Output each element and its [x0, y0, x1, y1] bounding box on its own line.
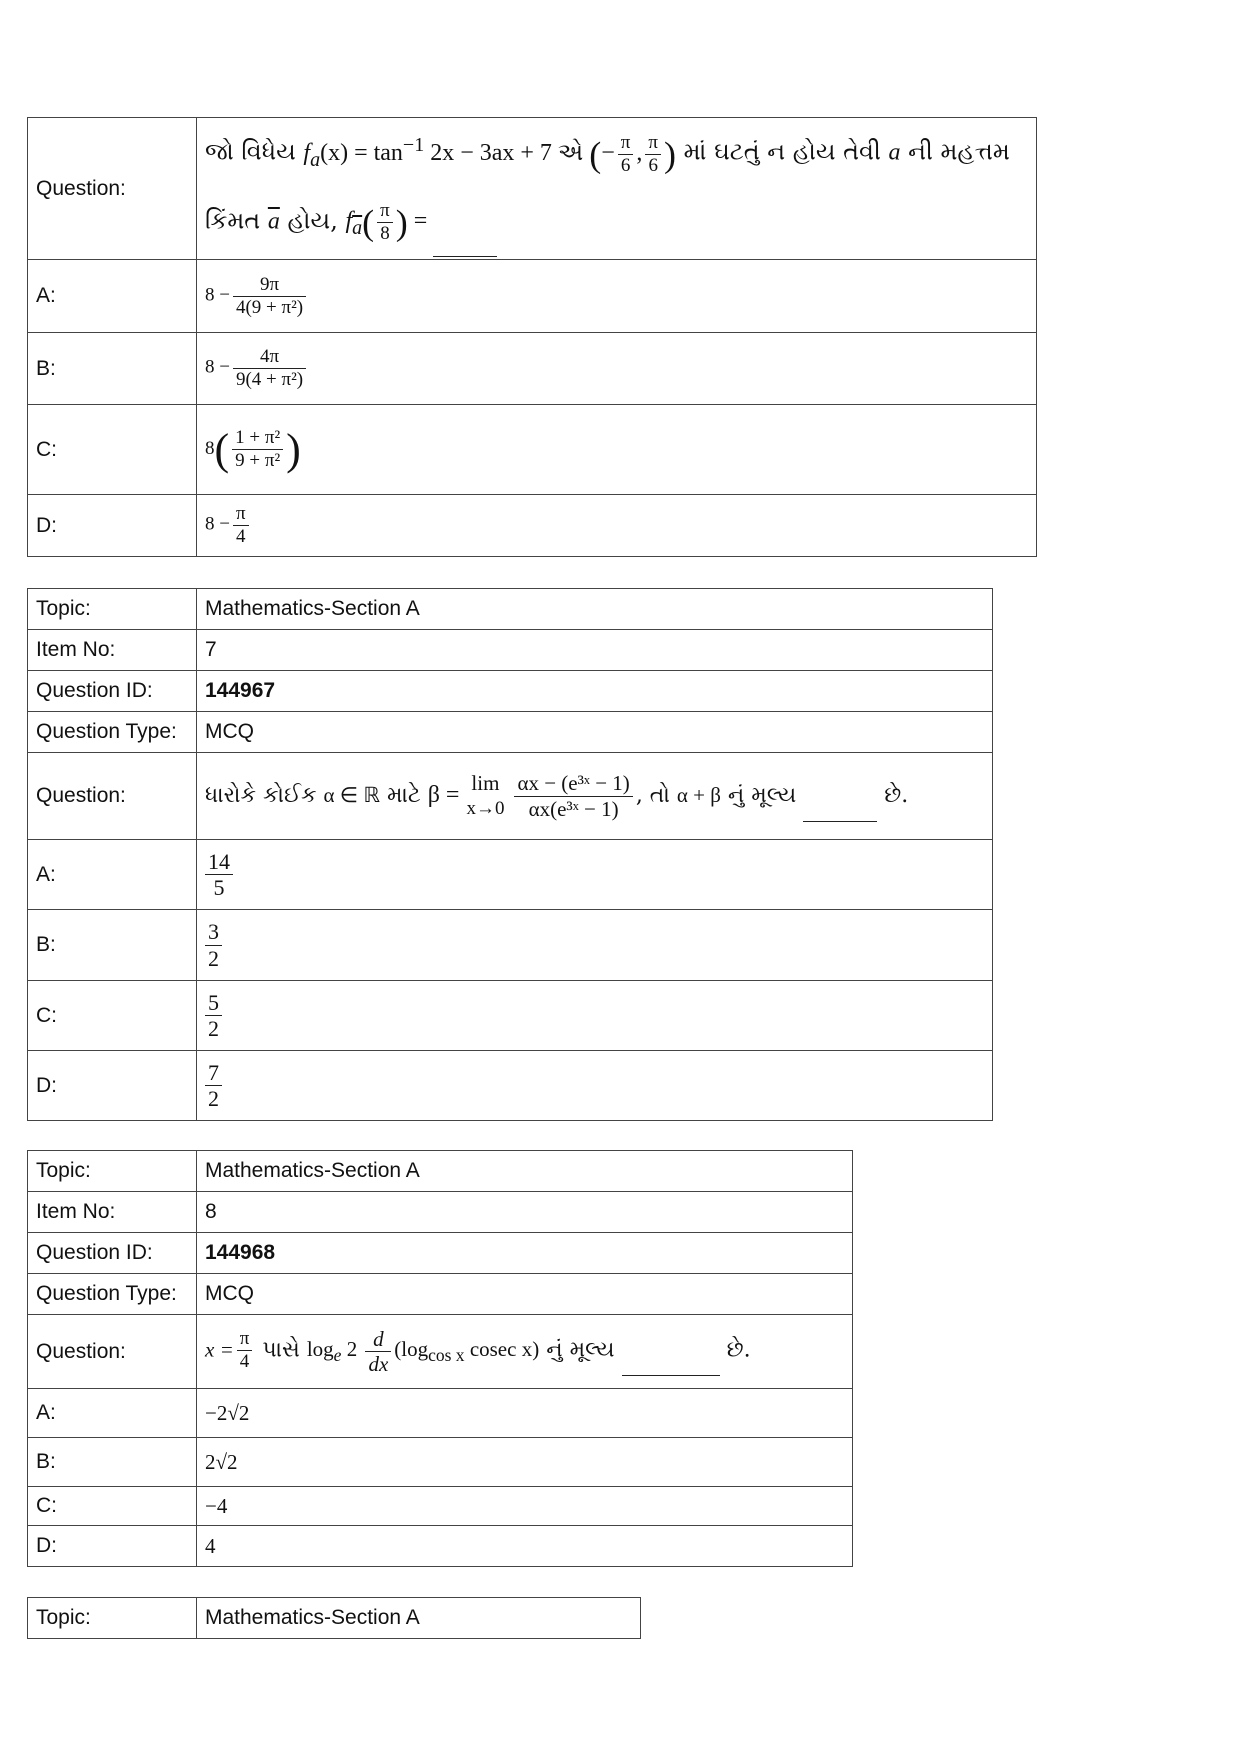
option-label: C: — [28, 981, 197, 1051]
qid-row — [28, 671, 993, 712]
q-inner-end: cosec x) — [464, 1337, 540, 1362]
q-alpha-beta: α + β — [676, 783, 721, 807]
option-row-d — [28, 1526, 853, 1567]
q-beta: β = — [427, 782, 460, 808]
option-label: A: — [28, 1389, 197, 1438]
q-log: log — [306, 1337, 334, 1362]
opt-den: 4(9 + π²) — [235, 296, 304, 318]
q-pi: π — [618, 132, 634, 155]
option-label: D: — [28, 495, 197, 557]
option-row-b — [28, 1438, 853, 1487]
option-row-c — [28, 981, 993, 1051]
answer-blank — [433, 256, 497, 257]
q-inv: −1 — [402, 133, 425, 156]
opt-num: 9π — [233, 274, 306, 297]
q-text: કિંમત — [205, 206, 268, 235]
topic-row — [28, 1151, 853, 1192]
question-block-6 — [27, 117, 1037, 557]
opt-num: 5 — [205, 990, 222, 1016]
option-label: D: — [28, 1526, 197, 1567]
option-label: A: — [28, 260, 197, 333]
option-label: C: — [28, 1487, 197, 1526]
opt-den: 2 — [208, 1086, 219, 1111]
option-value: 2√2 — [197, 1438, 853, 1487]
opt-den: 2 — [208, 945, 219, 971]
option-value: 8( $\frac{\text{1 + π²}}{\text{9 + π²}}$ ) — [197, 405, 1037, 495]
q-text: છે. — [877, 783, 909, 808]
option-value — [197, 495, 1037, 557]
topic-value: Mathematics-Section A — [197, 589, 993, 630]
topic-row — [28, 589, 993, 630]
question-label: Question: — [28, 1315, 197, 1389]
q-inner-sub: cos x — [428, 1345, 465, 1366]
option-row-a — [28, 840, 993, 910]
qtype-row — [28, 712, 993, 753]
option-value — [197, 333, 1037, 405]
q-text: માટે — [379, 783, 428, 808]
q-six: 6 — [620, 154, 631, 176]
q-text: હોય, — [279, 206, 346, 235]
question-block-7 — [27, 588, 993, 1121]
q-f: f — [345, 208, 353, 235]
question-row — [28, 118, 1037, 260]
opt-num: 3 — [205, 919, 222, 945]
option-row-c — [28, 1487, 853, 1526]
q-pi: π — [377, 200, 393, 223]
question-label: Question: — [28, 118, 197, 260]
question-text: જો વિધેય $f_a(x) = \tan^{-1} 2x - 3ax + 7$ એ (− $\frac{\pi}{6}$ , $\frac{\pi}{6}$ ) માં ઘટતું ન હોય તેવી a ની મહત્તમ કિંમત $\overline{a}$ હોય, $f_{\overline{a}}$( $\frac{\pi}{8}$ ) = — [197, 118, 1037, 260]
option-row-c — [28, 405, 1037, 495]
q-text: ની મહત્તમ — [900, 137, 1010, 166]
opt-prefix: 8 − — [205, 356, 230, 378]
q-lim-sub: x→0 — [466, 798, 505, 820]
q-eight: 8 — [380, 223, 390, 245]
option-label: B: — [28, 910, 197, 981]
opt-den: 5 — [213, 875, 225, 900]
q-abar: a — [352, 217, 363, 240]
opt-den: 2 — [208, 1016, 219, 1041]
topic-value: Mathematics-Section A — [197, 1598, 641, 1639]
q-minus: − — [601, 139, 615, 166]
option-value — [197, 260, 1037, 333]
q-text: , તો — [635, 783, 677, 808]
q-text: ધારોકે કોઈક — [205, 783, 324, 808]
answer-blank — [803, 821, 877, 822]
qid-value: 144967 — [197, 671, 993, 712]
opt-prefix: 8 − — [205, 513, 230, 535]
q-expr: 2x − 3ax + 7 એ — [424, 139, 590, 166]
qid-row — [28, 1233, 853, 1274]
q-den: αx(e³ˣ − 1) — [528, 796, 619, 821]
question-block-9 — [27, 1597, 641, 1639]
option-value: −2√2 — [197, 1389, 853, 1438]
qtype-value: MCQ — [197, 712, 993, 753]
topic-label: Topic: — [28, 589, 197, 630]
q-a-var: a — [888, 139, 901, 166]
item-label: Item No: — [28, 1192, 197, 1233]
q-dx: dx — [368, 1352, 389, 1376]
q-text: જો વિધેય — [205, 137, 304, 166]
opt-num: π — [233, 503, 249, 526]
opt-num: 4π — [233, 346, 306, 369]
q-text: છે. — [719, 1337, 751, 1363]
item-row — [28, 1192, 853, 1233]
option-row-d — [28, 1051, 993, 1121]
opt-prefix: 8 − — [205, 284, 230, 306]
option-label: B: — [28, 333, 197, 405]
opt-num: 14 — [205, 849, 233, 875]
q-fn-arg: (x) = tan — [320, 139, 403, 166]
q-fn: f — [303, 139, 311, 166]
option-value — [197, 840, 993, 910]
option-value — [197, 910, 993, 981]
question-text — [197, 1315, 853, 1389]
option-value: 4 — [197, 1526, 853, 1567]
question-label: Question: — [28, 753, 197, 840]
item-label: Item No: — [28, 630, 197, 671]
q-four: 4 — [239, 1350, 250, 1372]
q-log-sub: e — [333, 1345, 342, 1366]
topic-label: Topic: — [28, 1598, 197, 1639]
q-six: 6 — [648, 154, 658, 176]
q-pi: π — [645, 132, 661, 155]
item-value: 8 — [197, 1192, 853, 1233]
qid-label: Question ID: — [28, 1233, 197, 1274]
q-lim: lim — [471, 771, 500, 795]
q-inner: (log — [394, 1337, 429, 1362]
topic-value: Mathematics-Section A — [197, 1151, 853, 1192]
option-label: D: — [28, 1051, 197, 1121]
q-alpha-in-r: α ∈ ℝ — [323, 783, 380, 807]
q-d: d — [373, 1326, 384, 1351]
question-text — [197, 753, 993, 840]
q-sub: a — [310, 148, 321, 171]
question-row — [28, 1315, 853, 1389]
q-text: પાસે — [255, 1337, 307, 1363]
q-num: αx − (e³ˣ − 1) — [514, 771, 632, 796]
option-value: −4 — [197, 1487, 853, 1526]
question-block-8 — [27, 1150, 853, 1567]
opt-prefix: 8 — [205, 437, 215, 459]
answer-blank — [622, 1375, 720, 1376]
option-label: A: — [28, 840, 197, 910]
q-text: માં ઘટતું ન હોય તેવી — [675, 137, 889, 166]
option-row-a — [28, 1389, 853, 1438]
option-row-a — [28, 260, 1037, 333]
qtype-value: MCQ — [197, 1274, 853, 1315]
q-pi: π — [237, 1328, 253, 1351]
item-row — [28, 630, 993, 671]
q-x-eq: x = — [205, 1337, 234, 1362]
qtype-row — [28, 1274, 853, 1315]
question-row — [28, 753, 993, 840]
q-text: નું મૂલ્ય — [720, 783, 797, 808]
q-equals: = — [413, 208, 428, 235]
option-value — [197, 1051, 993, 1121]
qtype-label: Question Type: — [28, 1274, 197, 1315]
option-label: B: — [28, 1438, 197, 1487]
q-abar: $\overline{a}$ — [267, 208, 280, 235]
qtype-label: Question Type: — [28, 712, 197, 753]
option-row-b — [28, 910, 993, 981]
qid-value: 144968 — [197, 1233, 853, 1274]
item-value: 7 — [197, 630, 993, 671]
opt-den: 4 — [236, 526, 246, 547]
option-row-d — [28, 495, 1037, 557]
opt-den: 9(4 + π²) — [235, 369, 304, 390]
topic-label: Topic: — [28, 1151, 197, 1192]
option-row-b — [28, 333, 1037, 405]
q-two: 2 — [341, 1337, 363, 1362]
opt-den: 9 + π² — [235, 450, 281, 471]
opt-num: 1 + π² — [232, 427, 283, 450]
topic-row — [28, 1598, 641, 1639]
opt-num: 7 — [205, 1060, 222, 1086]
option-value — [197, 981, 993, 1051]
q-text: નું મૂલ્ય — [539, 1337, 622, 1363]
qid-label: Question ID: — [28, 671, 197, 712]
option-label: C: — [28, 405, 197, 495]
